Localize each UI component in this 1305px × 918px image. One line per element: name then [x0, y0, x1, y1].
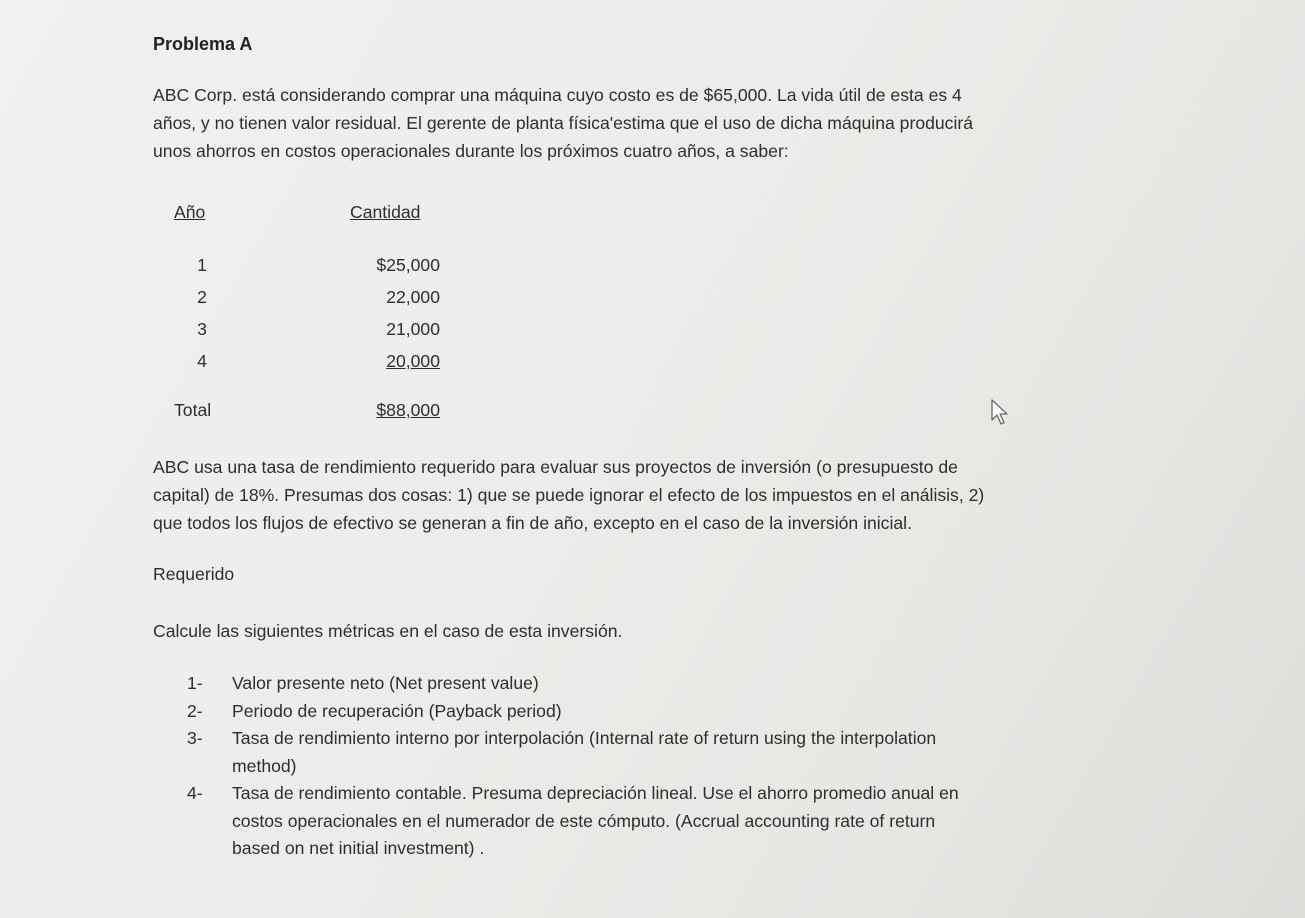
amount-column-header: Cantidad	[350, 202, 421, 222]
savings-table	[150, 200, 470, 430]
list-item	[187, 725, 1167, 780]
list-item-text: Valor presente neto (Net present value)	[232, 673, 539, 693]
intro-line: ABC Corp. está considerando comprar una máquina cuyo costo es de $65,000. La vida útil de esta es 4	[153, 85, 962, 105]
list-item-text: costos operacionales en el numerador de este cómputo. (Accrual accounting rate of return	[232, 810, 936, 831]
intro-line: años, y no tienen valor residual. El gerente de planta física'estima que el uso de dicha máquina producirá	[153, 113, 974, 133]
list-item-text: Tasa de rendimiento interno por interpolación (Internal rate of return using the interpolation	[232, 728, 937, 748]
list-item	[187, 780, 1167, 863]
intro-line: unos ahorros en costos operacionales durante los próximos cuatro años, a saber:	[153, 141, 789, 161]
year-cell: 1	[197, 255, 207, 275]
mouse-pointer-icon	[990, 398, 1010, 428]
list-number: 3-	[187, 728, 203, 748]
amount-cell: 22,000	[386, 287, 440, 307]
list-item-text: based on net initial investment) .	[232, 838, 485, 858]
amount-cell: 21,000	[386, 319, 440, 339]
list-item-text: method)	[232, 755, 297, 776]
rate-line: que todos los flujos de efectivo se generan a fin de año, excepto en el caso de la inversión inicial.	[153, 513, 912, 533]
year-column-header: Año	[174, 202, 206, 222]
year-cell: 3	[197, 319, 207, 339]
rate-line: ABC usa una tasa de rendimiento requerido para evaluar sus proyectos de inversión (o presupuesto de	[153, 457, 958, 477]
rate-line: capital) de 18%. Presumas dos cosas: 1) que se puede ignorar el efecto de los impuestos en el análisis, 2)	[153, 485, 985, 505]
metrics-list	[187, 670, 1167, 863]
instruction-text: Calcule las siguientes métricas en el caso de esta inversión.	[153, 621, 623, 641]
list-number: 2-	[187, 700, 203, 721]
required-heading: Requerido	[153, 564, 235, 584]
total-label: Total	[174, 400, 212, 420]
year-cell: 4	[197, 351, 207, 371]
amount-cell: 20,000	[386, 351, 440, 371]
total-amount: $88,000	[376, 400, 440, 420]
list-number: 1-	[187, 673, 203, 693]
list-item-text: Periodo de recuperación (Payback period)	[232, 700, 562, 721]
rate-paragraph	[153, 453, 1213, 537]
list-item	[187, 670, 1167, 698]
list-item-text: Tasa de rendimiento contable. Presuma depreciación lineal. Use el ahorro promedio anual en	[232, 783, 959, 803]
year-cell: 2	[197, 287, 207, 307]
problem-title: Problema A	[153, 34, 253, 54]
intro-paragraph	[153, 81, 1213, 165]
list-number: 4-	[187, 783, 203, 803]
amount-cell: $25,000	[376, 255, 440, 275]
list-item	[187, 698, 1167, 726]
